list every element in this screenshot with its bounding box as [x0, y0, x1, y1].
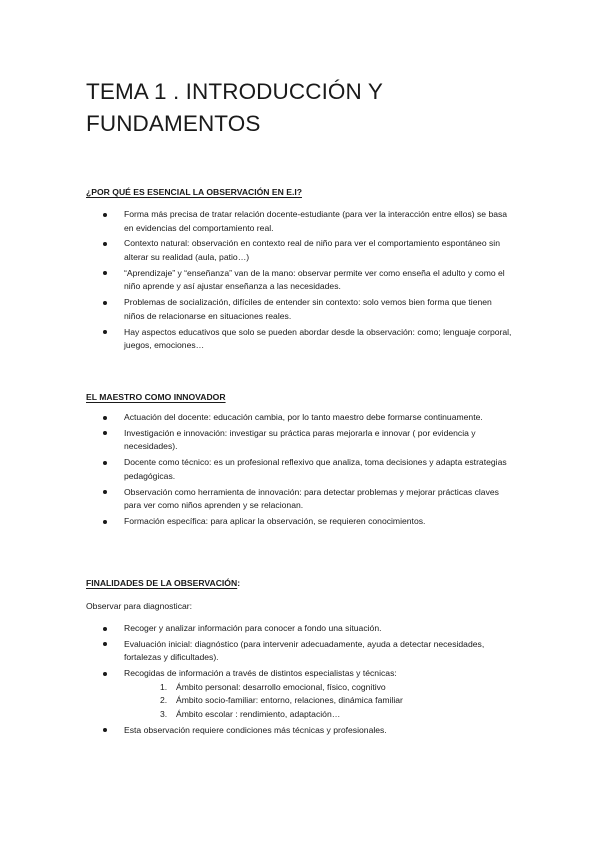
- list-item: Recogidas de información a través de distintos especialistas y técnicas: 1. Ámbito personal: desarrollo emocional, físico, cognitivo 2. Ámbito socio-familiar: entorno, relaciones, dinámica familiar 3. Ámbito escolar : rendimiento, adaptación…: [0, 667, 514, 721]
- list-item: Observación como herramienta de innovación: para detectar problemas y mejorar prácticas claves para ver como niños aprenden y se relacionan.: [0, 486, 514, 513]
- section-heading-teacher-innovator: EL MAESTRO COMO INNOVADOR: [86, 392, 226, 402]
- bullet-icon: [103, 242, 107, 246]
- bullet-icon: [103, 416, 107, 420]
- list-item: Forma más precisa de tratar relación docente-estudiante (para ver la interacción entre ellos) se basa en evidencias del comportamiento real.: [0, 208, 514, 235]
- bullet-icon: [103, 520, 107, 524]
- bullet-icon: [103, 431, 107, 435]
- bullet-icon: [103, 271, 107, 275]
- observe-to-diagnose-intro: Observar para diagnosticar:: [86, 601, 193, 611]
- bullet-icon: [103, 490, 107, 494]
- list-item: Hay aspectos educativos que solo se pueden abordar desde la observación: como; lenguaje corporal, juegos, emociones…: [0, 326, 514, 353]
- list-item: Evaluación inicial: diagnóstico (para intervenir adecuadamente, ayuda a detectar necesidades, fortalezas y dificultades).: [0, 638, 514, 665]
- numbered-item: 2. Ámbito socio-familiar: entorno, relaciones, dinámica familiar: [160, 695, 403, 706]
- bullet-icon: [103, 213, 107, 217]
- numbered-item: 3. Ámbito escolar : rendimiento, adaptación…: [160, 708, 341, 719]
- list-item: Actuación del docente: educación cambia, por lo tanto maestro debe formarse continuamente.: [0, 411, 514, 425]
- bullet-icon: [103, 728, 107, 732]
- page-title: TEMA 1 . INTRODUCCIÓN Y FUNDAMENTOS: [86, 79, 383, 136]
- bullet-icon: [103, 672, 107, 676]
- bullet-icon: [103, 627, 107, 631]
- numbered-sublist-areas: [124, 681, 514, 722]
- bullet-icon: [103, 642, 107, 646]
- list-item: Contexto natural: observación en contexto real de niño para ver el comportamiento espontáneo sin alterar su realidad (aula, patio…): [0, 237, 514, 264]
- bullet-icon: [103, 301, 107, 305]
- bullet-list-observation-purposes: [0, 622, 599, 740]
- bullet-list-why-observation: [0, 208, 599, 355]
- list-item: Docente como técnico: es un profesional reflexivo que analiza, toma decisiones y adapta estrategias pedagógicas.: [0, 456, 514, 483]
- bullet-list-teacher-innovator: [0, 411, 599, 531]
- numbered-item: 1. Ámbito personal: desarrollo emocional, físico, cognitivo: [160, 681, 386, 692]
- bullet-icon: [103, 461, 107, 465]
- bullet-icon: [103, 330, 107, 334]
- section-heading-observation-purposes: FINALIDADES DE LA OBSERVACIÓN:: [86, 578, 241, 588]
- list-item: Recoger y analizar información para conocer a fondo una situación.: [0, 622, 514, 636]
- list-item: Problemas de socialización, difíciles de entender sin contexto: solo vemos bien forma que tienen niños de relacionarse en situaciones reales.: [0, 296, 514, 323]
- section-heading-why-observation: ¿POR QUÉ ES ESENCIAL LA OBSERVACIÓN EN E.I?: [86, 187, 302, 197]
- list-item: Formación específica: para aplicar la observación, se requieren conocimientos.: [0, 515, 514, 529]
- list-item: Esta observación requiere condiciones más técnicas y profesionales.: [0, 724, 514, 738]
- list-item: “Aprendizaje” y “enseñanza” van de la mano: observar permite ver como enseña el adulto y como el niño aprende y así ajustar enseñanza a las necesidades.: [0, 267, 514, 294]
- list-item: Investigación e innovación: investigar su práctica paras mejorarla e innovar ( por evidencia y necesidades).: [0, 427, 514, 454]
